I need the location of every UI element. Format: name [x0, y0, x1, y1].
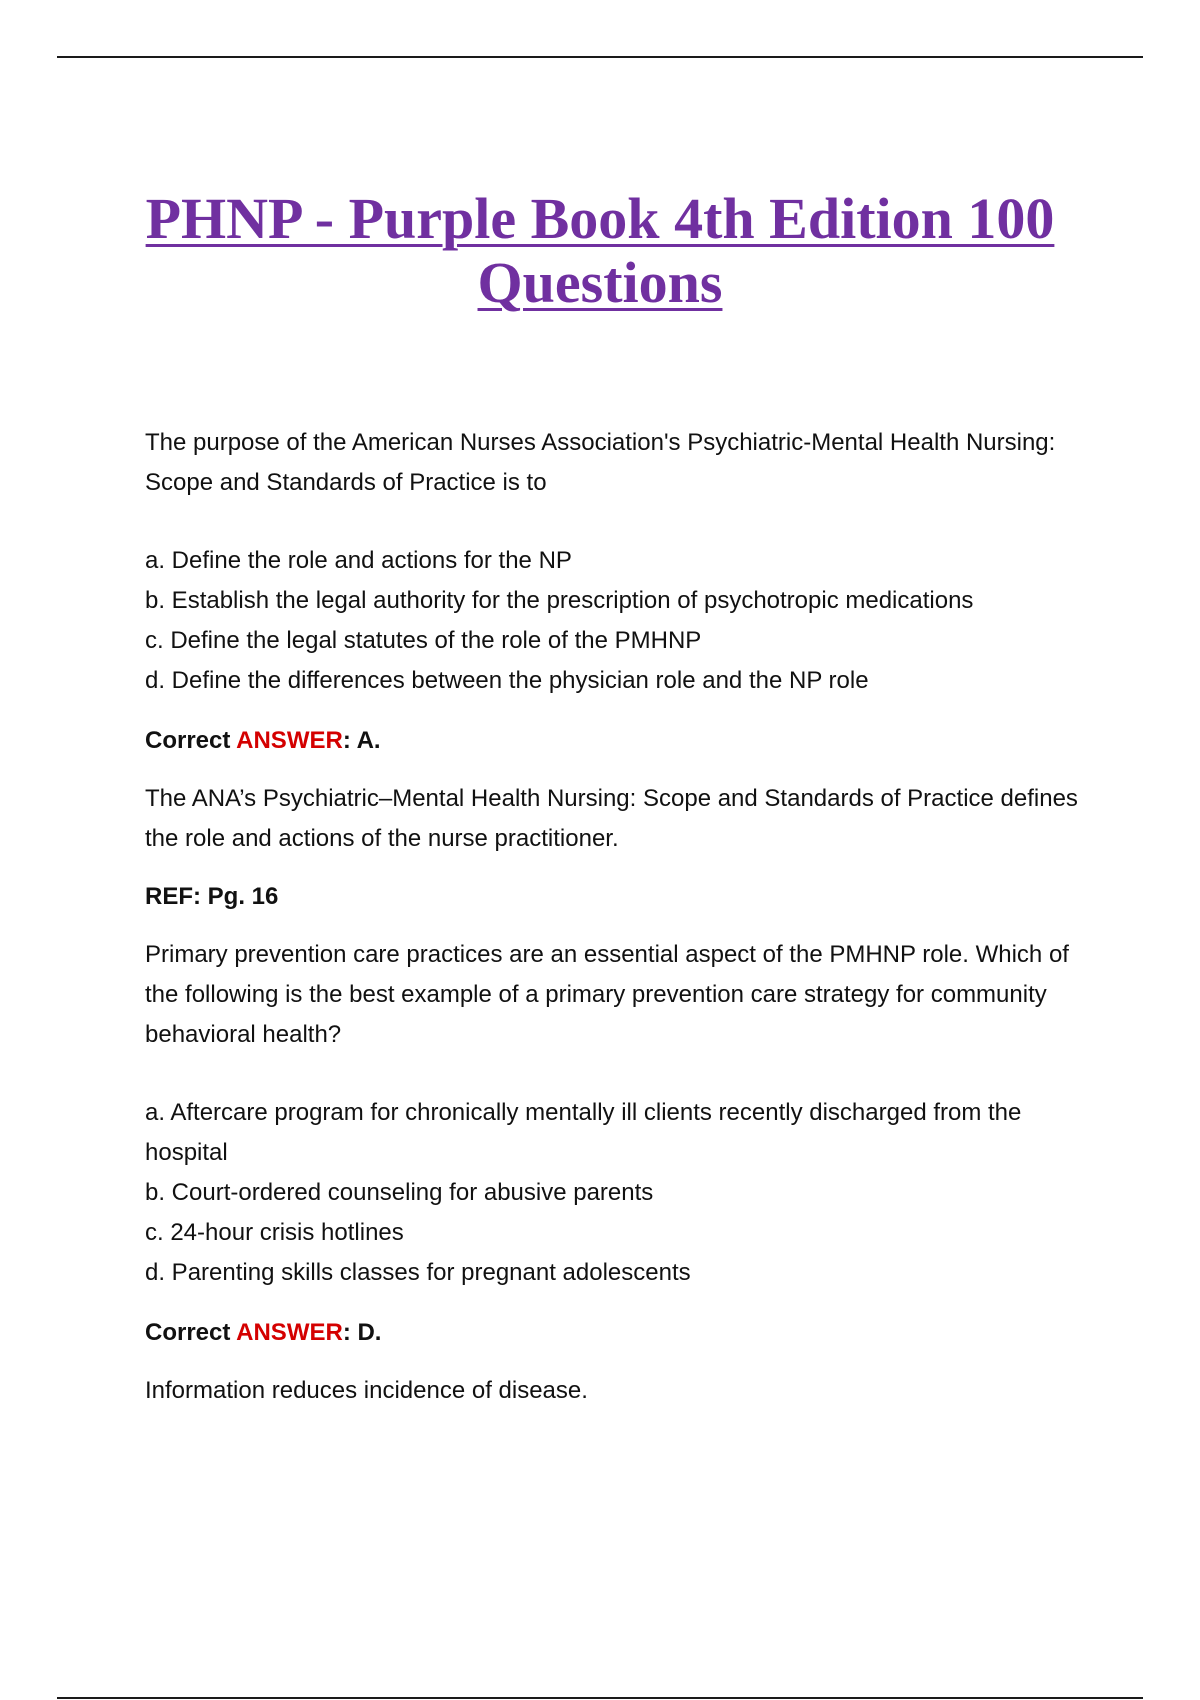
- question-1-option-c: c. Define the legal statutes of the role of the PMHNP: [145, 627, 702, 654]
- answer-label: ANSWER: [236, 1319, 343, 1346]
- question-2-correct-answer: [145, 1313, 1090, 1353]
- question-1-option-b: b. Establish the legal authority for the prescription of psychotropic medications: [145, 587, 974, 614]
- answer-value: : D.: [342, 1319, 382, 1346]
- answer-label: ANSWER: [236, 727, 343, 754]
- question-1-option-d: d. Define the differences between the physician role and the NP role: [145, 667, 869, 694]
- top-rule: [57, 56, 1143, 58]
- correct-label: Correct: [145, 1319, 237, 1346]
- question-2-explanation: Information reduces incidence of disease.: [145, 1377, 588, 1404]
- question-1-reference: REF: Pg. 16: [145, 883, 279, 910]
- question-1-options: [145, 541, 1090, 701]
- question-2-option-c: c. 24-hour crisis hotlines: [145, 1219, 404, 1246]
- bottom-rule: [57, 1697, 1143, 1699]
- answer-value: : A.: [342, 727, 381, 754]
- question-2-stem: Primary prevention care practices are an essential aspect of the PMHNP role. Which of the following is the best example of a primary prevention care strategy for community behavioral health?: [145, 941, 1069, 1048]
- question-1-correct-answer: [145, 721, 1090, 761]
- question-2-option-d: d. Parenting skills classes for pregnant adolescents: [145, 1259, 691, 1286]
- document-title: PHNP - Purple Book 4th Edition 100 Questions: [145, 185, 1055, 315]
- document-body: [145, 423, 1090, 1429]
- question-1-stem: The purpose of the American Nurses Association's Psychiatric-Mental Health Nursing: Scope and Standards of Practice is to: [145, 429, 1056, 496]
- question-1-explanation: The ANA’s Psychiatric–Mental Health Nursing: Scope and Standards of Practice defines the role and actions of the nurse practitioner.: [145, 785, 1078, 852]
- question-2-option-a: a. Aftercare program for chronically mentally ill clients recently discharged from the hospital: [145, 1099, 1022, 1166]
- question-2-options: [145, 1093, 1090, 1293]
- question-1-option-a: a. Define the role and actions for the NP: [145, 547, 572, 574]
- correct-label: Correct: [145, 727, 237, 754]
- question-2-option-b: b. Court-ordered counseling for abusive parents: [145, 1179, 654, 1206]
